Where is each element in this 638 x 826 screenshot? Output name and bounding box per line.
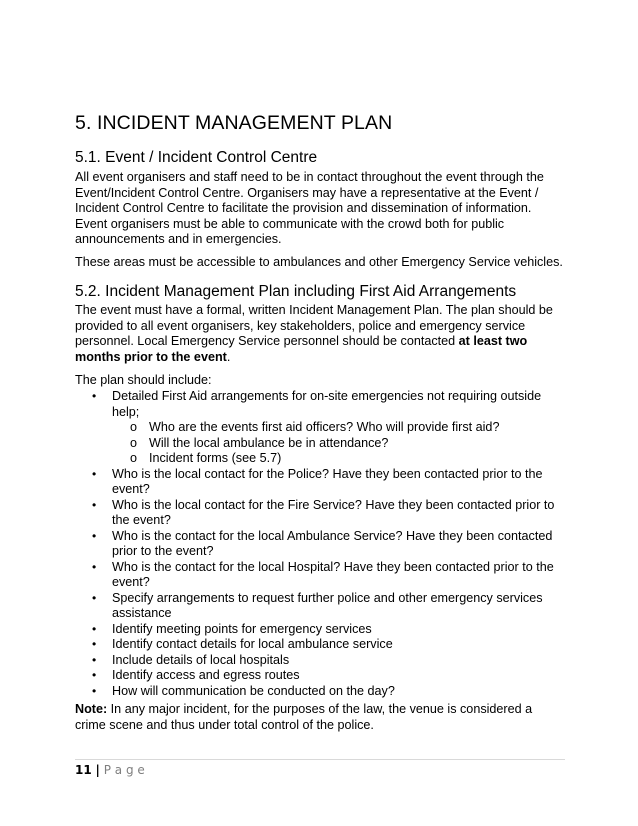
- text-span: In any major incident, for the purposes of the law, the venue is considered a: [107, 702, 533, 716]
- plan-intro: [75, 373, 565, 389]
- section-5-1-title: 5.1. Event / Incident Control Centre: [75, 149, 318, 166]
- list-item: [75, 653, 575, 669]
- list-item: [75, 668, 575, 684]
- bullet-icon: •: [92, 590, 97, 605]
- circle-bullet-icon: o: [130, 435, 138, 450]
- text-line: Event/Incident Control Centre. Organisers may have a representative at the Event /: [75, 185, 539, 200]
- sub-list-item-text: Who are the events first aid officers? Who will provide first aid?: [149, 420, 500, 434]
- text-span: .: [226, 349, 231, 364]
- list-item-text: event?: [112, 482, 150, 496]
- text-line: All event organisers and staff need to be in contact throughout the event through the: [75, 170, 544, 184]
- page-footer: [75, 763, 145, 777]
- list-item-text: event?: [112, 575, 150, 589]
- sub-list-item: [112, 451, 575, 467]
- text-line: crime scene and thus under total control of the police.: [75, 717, 374, 732]
- list-item-text: Who is the contact for the local Hospital? Have they been contacted prior to the: [112, 559, 554, 574]
- sub-list-item-text: Incident forms (see 5.7): [149, 451, 282, 465]
- text-line: Incident Control Centre to facilitate the provision and dissemination of information.: [75, 201, 532, 215]
- bullet-icon: •: [92, 637, 97, 651]
- footer-divider: [75, 759, 565, 760]
- sub-bullet-list: [112, 420, 575, 467]
- list-item-text: help;: [112, 404, 140, 419]
- bullet-icon: •: [92, 528, 97, 543]
- text-line: provided to all event organisers, key stakeholders, police and emergency service: [75, 318, 526, 333]
- list-item-text: Identify access and egress routes: [112, 668, 300, 682]
- bullet-icon: •: [92, 683, 97, 698]
- section-5-1: [75, 149, 565, 167]
- list-item: [75, 591, 575, 622]
- text-line: [75, 350, 565, 366]
- note-paragraph: [75, 702, 565, 733]
- list-item-text: Who is the contact for the local Ambulance Service? Have they been contacted: [112, 528, 553, 543]
- sub-list-item-text: Will the local ambulance be in attendance?: [149, 435, 389, 450]
- list-item: [75, 389, 575, 467]
- list-item: [75, 529, 575, 560]
- bullet-icon: •: [92, 389, 97, 403]
- section-5-2-title: 5.2. Incident Management Plan including First Aid Arrangements: [75, 283, 517, 300]
- list-item-text: Identify contact details for local ambulance service: [112, 637, 393, 651]
- section-5-2-paragraph-1: [75, 303, 565, 365]
- list-item-text: Who is the local contact for the Police? Have they been contacted prior to the: [112, 466, 543, 481]
- bullet-icon: •: [92, 559, 97, 574]
- bold-text: at least two: [458, 334, 528, 348]
- sub-list-item: [112, 420, 575, 436]
- text-line: announcements and in emergencies.: [75, 232, 282, 246]
- bullet-icon: •: [92, 621, 97, 636]
- list-item-text: assistance: [112, 606, 172, 620]
- list-item: [75, 684, 575, 700]
- footer-separator: |: [95, 763, 100, 777]
- bold-text: months prior to the event: [75, 349, 227, 364]
- list-item: [75, 498, 575, 529]
- bullet-icon: •: [92, 652, 97, 667]
- text-line: The event must have a formal, written Incident Management Plan. The plan should be: [75, 303, 553, 317]
- circle-bullet-icon: o: [130, 420, 138, 434]
- list-item: [75, 622, 575, 638]
- list-item-text: Detailed First Aid arrangements for on-site emergencies not requiring outside: [112, 389, 542, 403]
- list-item-text: Who is the local contact for the Fire Service? Have they been contacted prior to: [112, 497, 555, 512]
- section-5-2: [75, 283, 565, 301]
- list-item: [75, 560, 575, 591]
- sub-list-item: [112, 436, 575, 452]
- list-item-text: How will communication be conducted on the day?: [112, 683, 395, 698]
- bullet-icon: •: [92, 497, 97, 512]
- section-heading: 5. INCIDENT MANAGEMENT PLAN: [75, 112, 393, 134]
- note-label: Note:: [75, 702, 108, 716]
- text-line: [75, 702, 565, 718]
- list-item-text: Specify arrangements to request further police and other emergency services: [112, 590, 543, 605]
- text-line: The plan should include:: [75, 373, 212, 387]
- text-line: These areas must be accessible to ambulances and other Emergency Service vehicles.: [75, 255, 563, 269]
- section-5-1-paragraph-1: [75, 170, 565, 248]
- bullet-icon: •: [92, 668, 97, 682]
- list-item-text: the event?: [112, 513, 171, 527]
- bullet-icon: •: [92, 466, 97, 481]
- list-item: [75, 467, 575, 498]
- text-span: personnel. Local Emergency Service personnel should be contacted: [75, 334, 459, 348]
- page-number: 11: [75, 763, 92, 777]
- list-item-text: Include details of local hospitals: [112, 652, 290, 667]
- bullet-list: [75, 389, 575, 699]
- text-line: [75, 334, 565, 350]
- list-item-text: prior to the event?: [112, 544, 214, 558]
- plan-list: [75, 389, 575, 699]
- circle-bullet-icon: o: [130, 451, 138, 465]
- text-line: Event organisers must be able to communicate with the crowd both for public: [75, 216, 505, 231]
- list-item: [75, 637, 575, 653]
- section-5-1-paragraph-2: [75, 255, 565, 271]
- page-label: P a g e: [103, 763, 145, 777]
- list-item-text: Identify meeting points for emergency services: [112, 621, 372, 636]
